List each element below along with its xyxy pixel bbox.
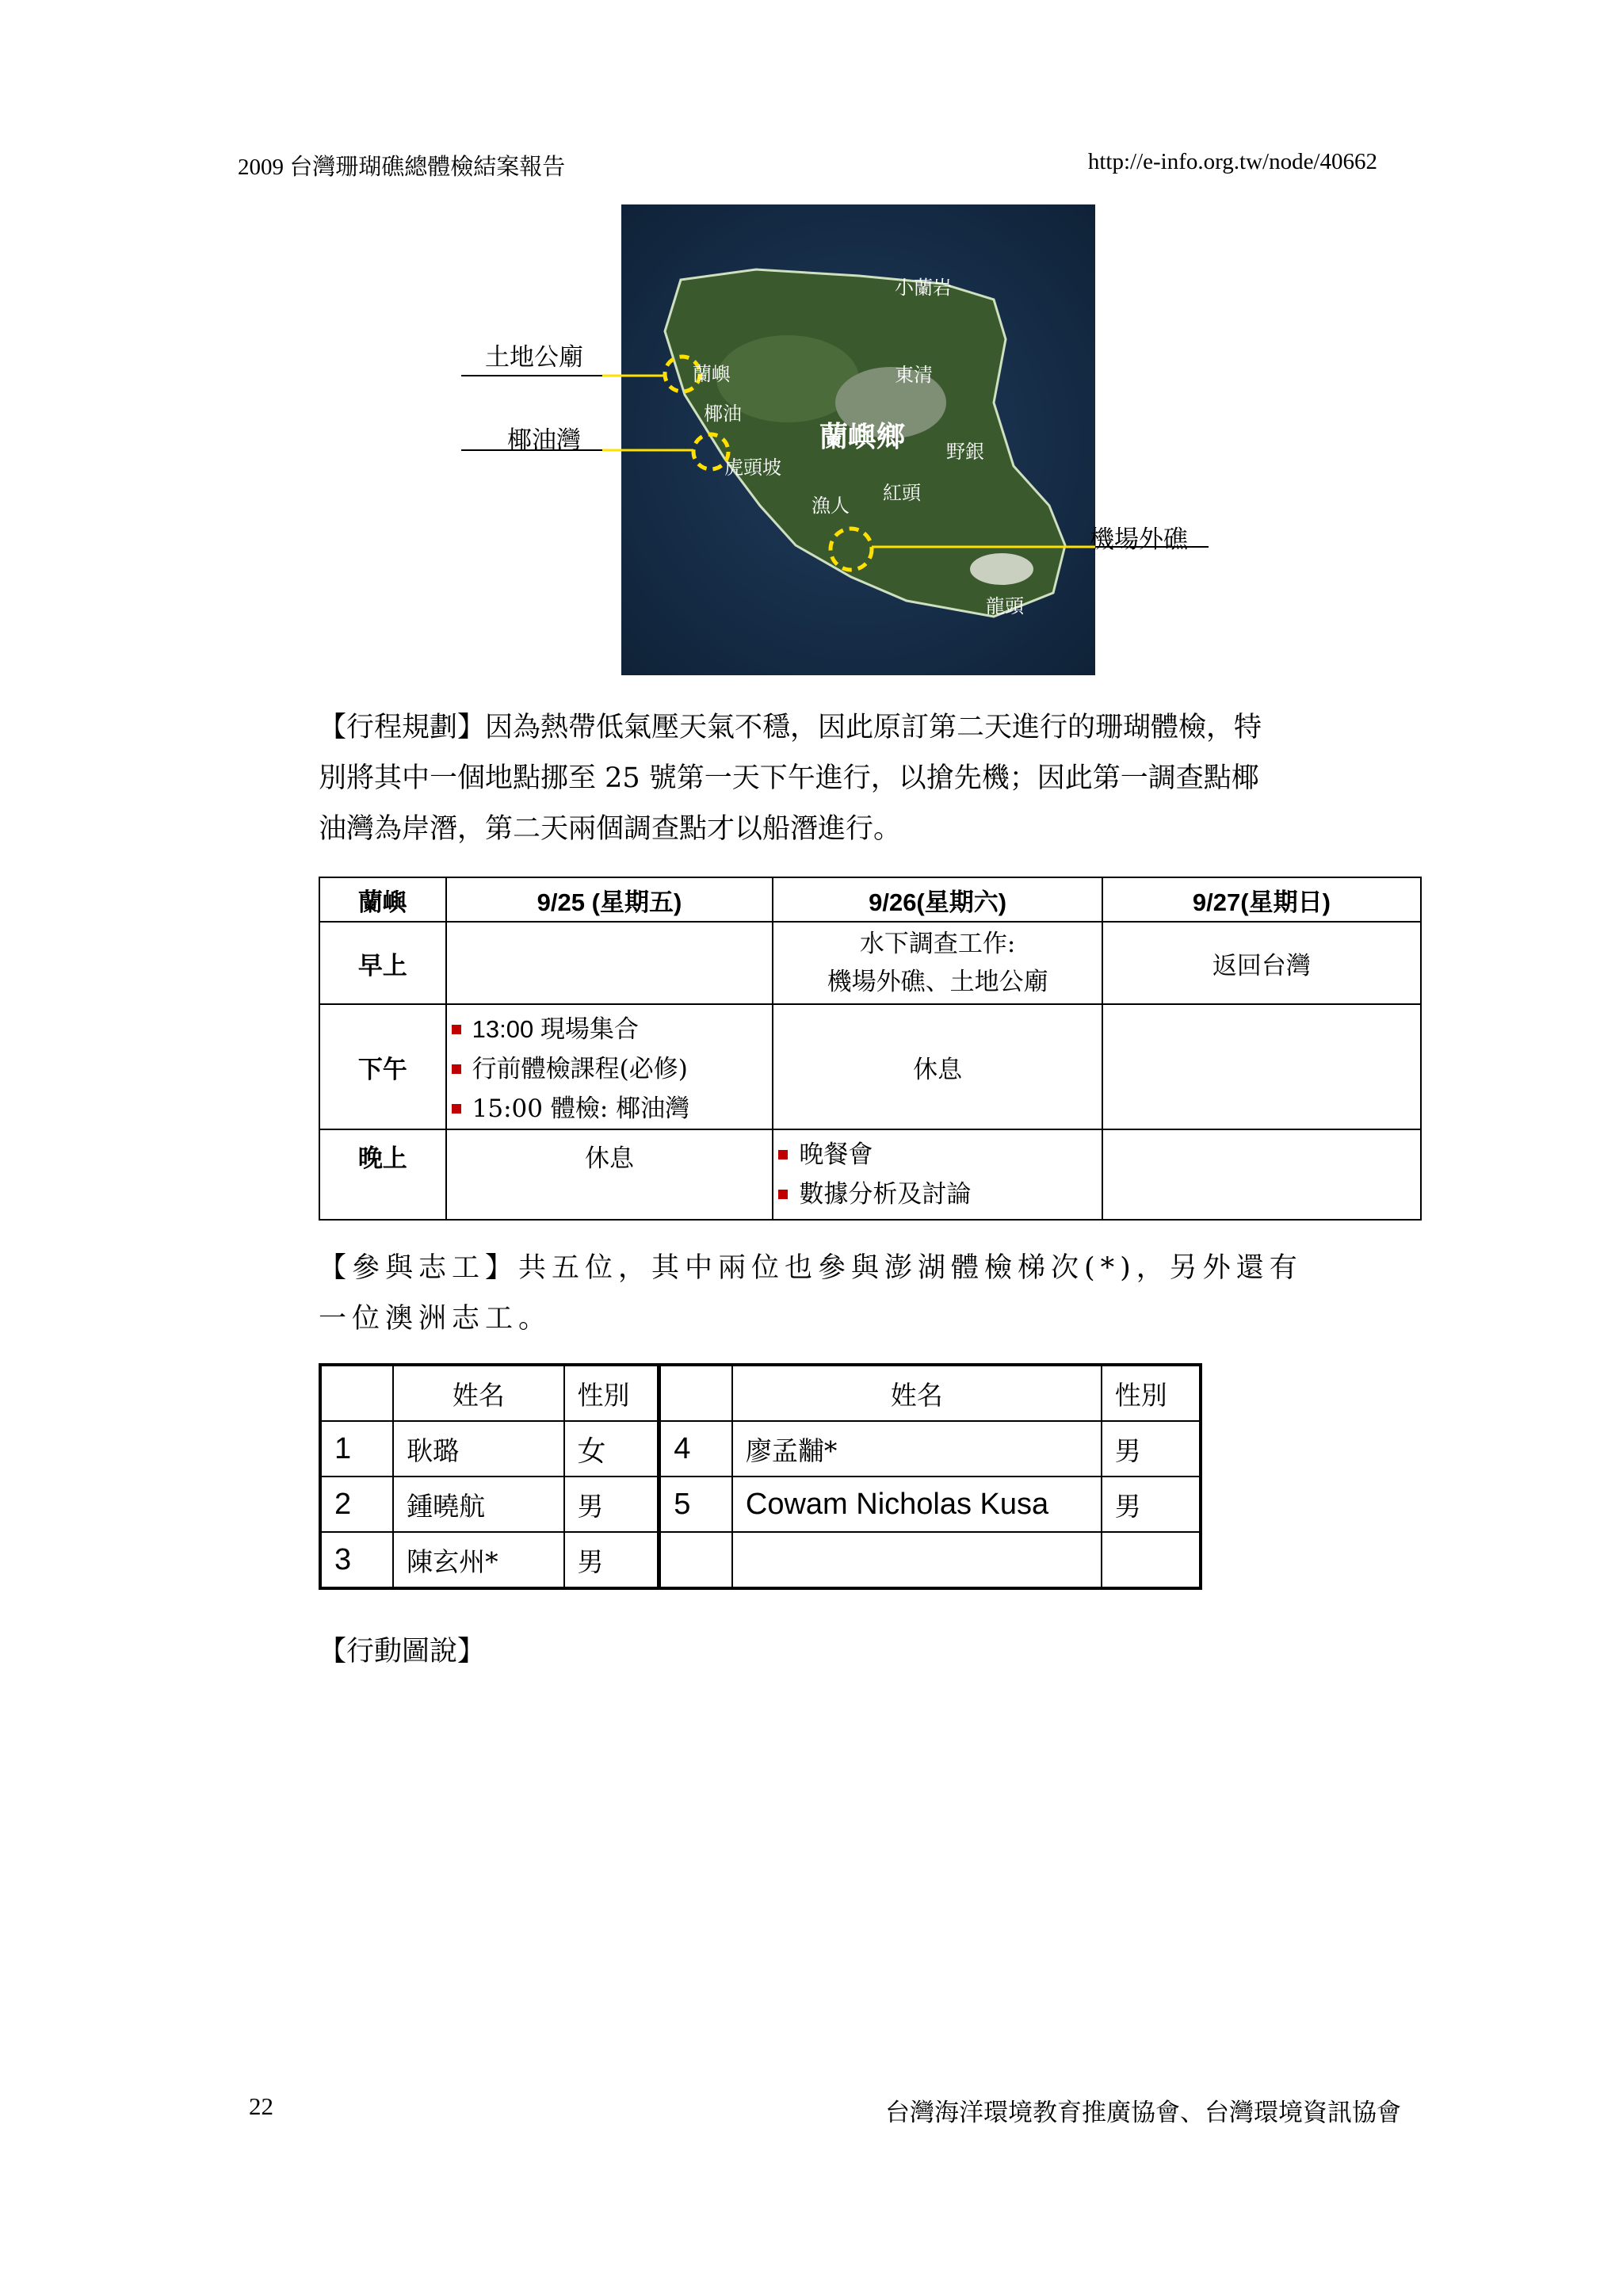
table-header: 9/27(星期日) bbox=[1102, 877, 1421, 922]
row-label: 晚上 bbox=[319, 1129, 446, 1220]
table-cell: 5 bbox=[659, 1477, 732, 1532]
table-cell: 陳玄州* bbox=[393, 1532, 563, 1588]
table-cell: 13:00 現場集合 行前體檢課程(必修) 15:00 體檢: 椰油灣 bbox=[446, 1004, 773, 1129]
map-label: 小蘭岩 bbox=[895, 277, 952, 299]
table-cell: 休息 bbox=[773, 1004, 1102, 1129]
table-cell bbox=[659, 1532, 732, 1588]
row-label: 早上 bbox=[319, 922, 446, 1004]
table-cell: 廖孟黼* bbox=[732, 1421, 1102, 1477]
table-cell bbox=[1102, 1004, 1421, 1129]
callout-label-yayou-bay: 椰油灣 bbox=[507, 426, 581, 455]
table-header: 姓名 bbox=[732, 1365, 1102, 1421]
table-row bbox=[320, 1477, 1201, 1532]
map-label: 野銀 bbox=[946, 441, 984, 463]
map-label: 蘭嶼 bbox=[693, 363, 731, 385]
table-row bbox=[320, 1365, 1201, 1421]
table-cell bbox=[1102, 1532, 1201, 1588]
table-row bbox=[320, 1532, 1201, 1588]
table-cell: Cowam Nicholas Kusa bbox=[732, 1477, 1102, 1532]
volunteers-table bbox=[319, 1363, 1202, 1590]
table-row bbox=[319, 922, 1421, 1004]
table-row bbox=[320, 1421, 1201, 1477]
page-number: 22 bbox=[249, 2092, 273, 2120]
row-label: 下午 bbox=[319, 1004, 446, 1129]
table-cell: 4 bbox=[659, 1421, 732, 1477]
map-label: 蘭嶼鄉 bbox=[819, 421, 906, 453]
table-cell: 3 bbox=[320, 1532, 393, 1588]
table-header: 蘭嶼 bbox=[319, 877, 446, 922]
map-label: 東清 bbox=[895, 364, 933, 386]
table-header: 9/26(星期六) bbox=[773, 877, 1102, 922]
bullet-icon bbox=[778, 1150, 788, 1159]
table-cell: 返回台灣 bbox=[1102, 922, 1421, 1004]
caption-heading: 【行動圖說】 bbox=[319, 1636, 486, 1668]
table-row bbox=[319, 1004, 1421, 1129]
table-cell: 休息 bbox=[446, 1129, 773, 1220]
schedule-table bbox=[319, 877, 1422, 1221]
map-label: 龍頭 bbox=[986, 595, 1024, 617]
map-label: 紅頭 bbox=[883, 482, 921, 504]
header-url[interactable]: http://e-info.org.tw/node/40662 bbox=[1087, 149, 1377, 174]
plan-paragraph: 【行程規劃】因為熱帶低氣壓天氣不穩，因此原訂第二天進行的珊瑚體檢，特 別將其中一個地點挪至 25 號第一天下午進行，以搶先機；因此第一調查點椰 油灣為岸潛，第二天兩個調查點才以船潛進行。 bbox=[319, 712, 1262, 845]
map-label: 椰油 bbox=[704, 403, 742, 425]
table-cell: 1 bbox=[320, 1421, 393, 1477]
bullet-icon bbox=[452, 1104, 461, 1114]
table-cell bbox=[446, 922, 773, 1004]
table-header bbox=[659, 1365, 732, 1421]
table-cell: 女 bbox=[564, 1421, 659, 1477]
table-cell: 鍾曉航 bbox=[393, 1477, 563, 1532]
table-cell: 耿璐 bbox=[393, 1421, 563, 1477]
bullet-icon bbox=[452, 1025, 461, 1034]
table-cell: 晚餐會 數據分析及討論 bbox=[773, 1129, 1102, 1220]
table-cell: 水下調查工作: 機場外礁、土地公廟 bbox=[773, 922, 1102, 1004]
table-row bbox=[319, 877, 1421, 922]
table-header: 性別 bbox=[564, 1365, 659, 1421]
map-label: 漁人 bbox=[812, 495, 850, 517]
callout-label-earth-god-temple: 土地公廟 bbox=[485, 343, 583, 372]
table-cell: 2 bbox=[320, 1477, 393, 1532]
table-cell bbox=[732, 1532, 1102, 1588]
bullet-icon bbox=[452, 1064, 461, 1074]
table-header: 性別 bbox=[1102, 1365, 1201, 1421]
table-cell bbox=[1102, 1129, 1421, 1220]
volunteers-paragraph: 【參與志工】共五位，其中兩位也參與澎湖體檢梯次(*)，另外還有 一位澳洲志工。 bbox=[319, 1252, 1303, 1335]
header-title: 2009 台灣珊瑚礁總體檢結案報告 bbox=[238, 155, 566, 180]
table-cell: 男 bbox=[1102, 1421, 1201, 1477]
table-header bbox=[320, 1365, 393, 1421]
table-row bbox=[319, 1129, 1421, 1220]
map-label: 虎頭坡 bbox=[724, 457, 781, 479]
table-header: 9/25 (星期五) bbox=[446, 877, 773, 922]
callout-label-airport-reef: 機場外礁 bbox=[1090, 525, 1188, 554]
table-cell: 男 bbox=[564, 1532, 659, 1588]
bullet-icon bbox=[778, 1190, 788, 1199]
footer-org: 台灣海洋環境教育推廣協會、台灣環境資訊協會 bbox=[885, 2099, 1401, 2127]
table-header: 姓名 bbox=[393, 1365, 563, 1421]
table-cell: 男 bbox=[564, 1477, 659, 1532]
table-cell: 男 bbox=[1102, 1477, 1201, 1532]
